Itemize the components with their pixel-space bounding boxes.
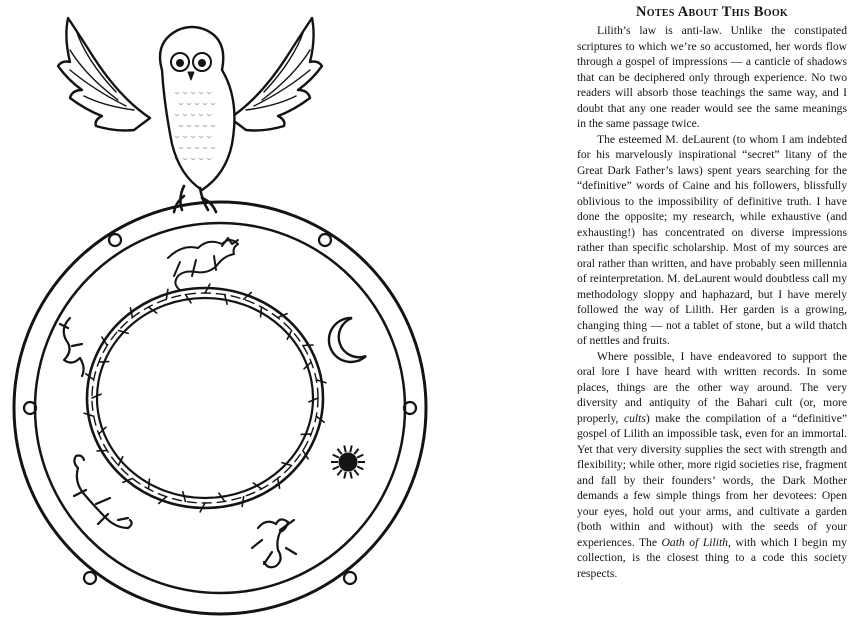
text-column — [577, 4, 847, 581]
dragon-icon — [168, 238, 238, 290]
sun-ray-icon — [357, 455, 363, 458]
thorn-icon — [303, 345, 313, 346]
owl-icon — [58, 18, 322, 212]
sun-ray-icon — [354, 449, 358, 454]
thorn-icon — [301, 434, 311, 435]
sun-ray-icon — [344, 472, 346, 479]
text-run: ) make the compilation of a “definitive” gospel of Lilith an impossible task, even for an immortal. Yet that very diversity supplies the sect with strength and flexibility; while other, more rigid societies rise, fragment and fall by their founders’ words, the Dark Mother demands a few simple things from her devotees: Open your eyes, hold out your arms, and cultivate a garden (both within and without) with the seeds of your experiences. The — [577, 411, 847, 549]
sun-ray-icon — [333, 466, 339, 469]
crescent-moon-icon — [329, 318, 366, 362]
thorn-icon — [99, 362, 109, 363]
thorn-icon — [166, 289, 168, 299]
thorn-icon — [261, 307, 262, 317]
sun-ray-icon — [337, 470, 341, 475]
sun-ray-icon — [333, 455, 339, 458]
sun-ray-icon — [354, 470, 358, 475]
sun-ray-icon — [344, 445, 346, 452]
body-text — [577, 23, 847, 581]
sun-ray-icon — [337, 449, 341, 454]
sun-ray-icon — [350, 445, 352, 452]
thorn-icon — [97, 451, 107, 452]
thorn-icon — [130, 308, 132, 318]
thorn-icon — [149, 479, 150, 489]
sun-ray-icon — [357, 466, 363, 469]
sun-icon — [331, 445, 365, 478]
thorn-icon — [278, 478, 280, 488]
italic-text: cults — [623, 411, 646, 425]
text-run: The esteemed M. deLaurent (to whom I am indebted for his marvelously inspirational “secret” litany of the Great Dark Father’s laws) spent years searching for the “definitive” words of Caine and his followers, blissfully oblivious to the impossibility of definitive truth. I have done the opposite; my research, while exhaustive (and exhausting!) has concentrated on diverse impressions rather than specific scholarship. Most of my sources are oral rather than written, and have probably seen millennia of reinterpretation. M. deLaurent would doubtless call my methodology sloppy and haphazard, but I have merely followed the way of Lilith. Her garden is a growing, changing thing — not a tablet of stone, but a wild thatch of nettles and fruits. — [577, 132, 847, 347]
page-title: Notes About This Book — [636, 4, 788, 20]
text-run: , with which I begin my collection, is the closest thing to a code this society respects. — [577, 535, 847, 580]
thorn-icon — [242, 497, 244, 507]
medallion-ring-icon — [14, 202, 426, 614]
demon-icon — [252, 519, 296, 567]
paragraph-3 — [577, 349, 847, 582]
paragraph-1 — [577, 23, 847, 132]
sun-ray-icon — [350, 472, 352, 479]
paragraph-2 — [577, 132, 847, 349]
text-run: Lilith’s law is anti-law. Unlike the constipated scriptures to which we’re so accustomed, her words flow through a gospel of impressions — a canticle of shadows that can be deciphered only through experience. No two readers will absorb those teachings the same way, and I doubt that any one reader would see the same meanings in the same passage twice. — [577, 24, 847, 130]
text-run: Where possible, I have endeavored to support the oral lore I have heard with written records. In some places, things are the other way around. The very diversity and antiquity of the Bahari cult (or, more properly, — [577, 349, 847, 425]
thorn-wreath-icon — [84, 284, 326, 512]
italic-text: Oath of Lilith — [661, 535, 728, 549]
